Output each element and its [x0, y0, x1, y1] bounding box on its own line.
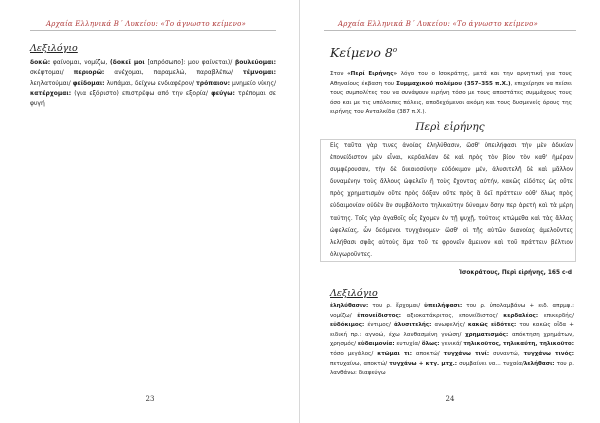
right-page — [300, 0, 600, 423]
vocabulary-title-right: Λεξιλόγιο — [330, 288, 378, 299]
header-rule-left — [30, 30, 276, 31]
text-number-title: Κείμενο $8^o$ — [330, 45, 398, 60]
header-rule-right — [324, 30, 576, 31]
page-number-right: 24 — [445, 395, 455, 403]
ancient-greek-passage: Εἰς ταῦτα γὰρ τινες ἀνοίας ἐληλύθασιν, ὥσθ' ὑπειλήφασι τὴν μὲν ἀδικίαν ἐπονείδιστον μὲν εἶναι, κερδαλέαν δὲ καὶ πρὸς τὸν βίον τὸν καθ' ἡμέραν συμφέρουσαν, τὴν δὲ δικαιοσύνην εὐδόκιμον μέν, ἀλυσιτελῆ δὲ καὶ μᾶλλον δυναμένην τοὺς ἄλλους ὠφελεῖν ἢ τοὺς ἔχοντας αὐτήν, κακῶς εἰδότες ὡς οὔτε πρὸς χρηματισμὸν οὔτε πρὸς δόξαν οὔτε πρὸς ἃ δεῖ πράττειν οὐθ' ὅλως πρὸς εὐδαιμονίαν οὐδὲν ἂν συμβάλοιτο τηλικαύτην δύναμιν ὅσην περ ἀρετὴ καὶ τὰ μέρη ταύτης. Τοῖς γὰρ ἀγαθοῖς οἷς ἔχομεν ἐν τῇ ψυχῇ, τούτοις κτώμεθα καὶ τὰς ἄλλας ὠφελείας, ὧν δεόμενοι τυγχάνομεν· ὥσθ' οἱ τῆς αὑτῶν διανοίας ἀμελοῦντες λελήθασι σφᾶς αὐτοὺς ἅμα τοῦ τε φρονεῖν ἄμεινον καὶ τοῦ πράττειν βέλτιον ὀλιγωροῦντες. — [330, 143, 573, 258]
greek-text-title: Περὶ εἰρήνης — [415, 121, 485, 133]
source-citation: Ἰσοκράτους, Περὶ εἰρήνης, 165 c-d — [459, 270, 572, 276]
vocabulary-glossary-right: ἐληλύθασιν: του ρ. ἔρχομαι/ ὑπειλήφασι: του ρ. ὑπολαμβάνω + ειδ. απρμφ.: νομίζω/ ἐπονείδιστος: αξιοκατάκριτος, επονείδιστος/ κερδαλέος: επικερδής/ εὐδόκιμος: έντιμος/ ἀλυσιτελής: ανωφελής/ κακῶς εἰδότες: του κακῶς οἶδα + ειδική πρ.: αγνοώ, έχω λανθασμένη γνώση/ χρηματισμός: απόκτηση χρημάτων, χρησμός/ εὐδαιμονία: ευτυχία/ ὅλως: γενικά/ τηλικοῦτος, τηλικαύτη, τηλικοῦτο: τόσο μεγάλος/ κτῶμαι τι: αποκτώ/ τυγχάνω τινί: συναντώ, τυγχάνω τινός: πετυχαίνω, αποκτώ/ τυγχάνω + κτγ. μτχ.: συμβαίνει να... τυχαία/λελήθασι: του ρ. λανθάνω: διαφεύγω — [330, 303, 575, 377]
vocabulary-title-left: Λεξιλόγιο — [30, 43, 78, 54]
vocabulary-glossary-left: δοκῶ: φαίνομαι, νομίζω, (δοκεῖ μοι [απρόσωπο]: μου φαίνεται)/ βουλεύομαι: σκέφτομαι/ περιορῶ: ανέχομαι, παραμελώ, παραβλέπω/ τέμνομαι: λεηλατούμαι/ φείδομαι: λυπάμαι, δείχνω ενδιαφέρον/ τρόπαιον: μνημείο νίκης/ κατέρχομαι: (για εξόριστο) επιστρέφω από την εξορία/ φεύγω: τρέπομαι σε φυγή — [30, 59, 277, 108]
page-number-left: 23 — [145, 395, 155, 403]
introduction-paragraph: Στον «Περί Ειρήνης» λόγο του ο Ισοκράτης, μετά και την αρνητική για τους Αθηναίους έκβαση του Συμμαχικού πολέμου (357–355 π.Χ.), επιχείρησε να πείσει τους συμπολίτες του να συνάψουν ειρήνη τόσο με τους αποστάτες συμμάχους τους όσο και με τις υπόλοιπες πόλεις, αποδεχόμενοι ακόμη και τους δυσμενείς όρους της ειρήνης του Ανταλκίδα (387 π.Χ.). — [330, 71, 572, 115]
running-header-left: Αρχαία Ελληνικά Β΄ Λυκείου: «Το άγνωστο κείμενο» — [46, 20, 246, 28]
running-header-right: Αρχαία Ελληνικά Β΄ Λυκείου: «Το άγνωστο κείμενο» — [338, 20, 538, 28]
